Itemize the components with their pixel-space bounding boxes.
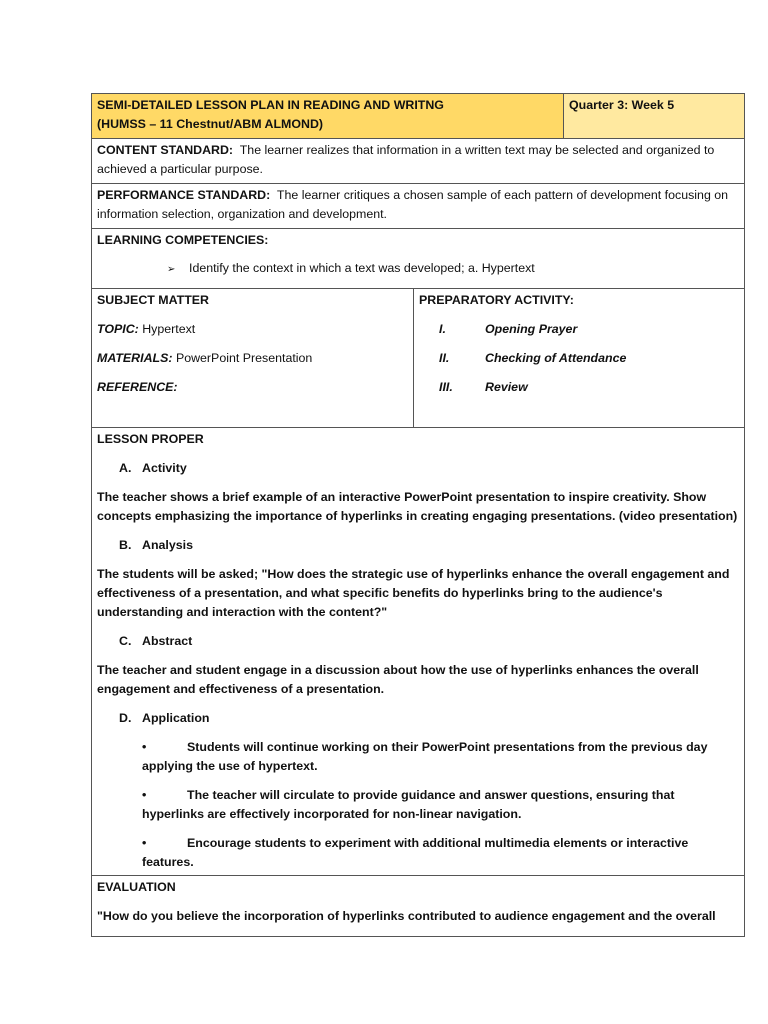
prep-item-number: III. (439, 380, 453, 394)
lesson-proper-cell (92, 428, 745, 876)
abstract-text: The teacher and student engage in a discussion about how the use of hyperlinks enhances the overall engagement and effectiveness of a presentation. (97, 663, 699, 696)
performance-standard-label: PERFORMANCE STANDARD: (97, 188, 271, 202)
bullet-icon: • (142, 740, 147, 754)
competency-item (97, 259, 739, 279)
bullet-text: Students will continue working on their PowerPoint presentations from the previous day applying the use of hypertext. (142, 740, 708, 773)
learning-competencies-row (92, 229, 745, 289)
evaluation-cell (92, 876, 745, 937)
header-row (92, 94, 745, 139)
bullet-icon: • (142, 836, 147, 850)
quarter-cell (564, 94, 745, 139)
section-heading-analysis (97, 536, 739, 555)
lesson-plan-table (91, 93, 745, 937)
materials-label: MATERIALS: (97, 351, 173, 365)
prep-item (419, 320, 739, 339)
performance-standard-row (92, 184, 745, 229)
section-letter: A. (119, 461, 132, 475)
evaluation-row (92, 876, 745, 937)
section-letter: B. (119, 538, 132, 552)
section-heading-application (97, 709, 739, 728)
bullet-icon: • (142, 788, 147, 802)
subject-matter-label: SUBJECT MATTER (97, 293, 209, 307)
arrow-bullet-icon: ➢ (167, 264, 176, 275)
application-bullet (97, 786, 739, 824)
activity-text: The teacher shows a brief example of an interactive PowerPoint presentation to inspire creativity. Show concepts emphasizing the importance of hyperlinks in creating engaging presentations. (video presentation) (97, 490, 738, 523)
learning-competencies-cell (92, 229, 745, 289)
reference-line (97, 378, 408, 397)
prep-item-text: Checking of Attendance (485, 351, 627, 365)
learning-competencies-label: LEARNING COMPETENCIES: (97, 233, 269, 247)
subject-matter-cell (92, 289, 414, 428)
plan-title: SEMI-DETAILED LESSON PLAN IN READING AND WRITNG (97, 98, 444, 112)
prep-item-text: Opening Prayer (485, 322, 578, 336)
plan-title-cell (92, 94, 564, 139)
prep-item (419, 378, 739, 397)
prep-item (419, 349, 739, 368)
performance-standard-cell (92, 184, 745, 229)
topic-line (97, 320, 408, 339)
reference-label: REFERENCE: (97, 380, 178, 394)
section-title: Abstract (142, 634, 193, 648)
plan-class: (HUMSS – 11 Chestnut/ABM ALMOND) (97, 117, 324, 131)
section-heading-activity (97, 459, 739, 478)
competency-text: Identify the context in which a text was developed; a. Hypertext (189, 261, 535, 275)
section-letter: C. (119, 634, 132, 648)
topic-value: Hypertext (142, 322, 196, 336)
performance-standard-text: The learner critiques a chosen sample of each pattern of development focusing on information selection, organization and development. (97, 188, 729, 221)
section-title: Activity (142, 461, 187, 475)
section-title: Analysis (142, 538, 193, 552)
content-standard-label: CONTENT STANDARD: (97, 143, 234, 157)
materials-value: PowerPoint Presentation (175, 351, 313, 365)
subject-prep-row (92, 289, 745, 428)
content-standard-row (92, 139, 745, 184)
evaluation-label: EVALUATION (97, 880, 176, 894)
preparatory-activity-cell (414, 289, 745, 428)
topic-label: TOPIC: (97, 322, 139, 336)
preparatory-activity-label: PREPARATORY ACTIVITY: (419, 293, 574, 307)
lesson-proper-row (92, 428, 745, 876)
lesson-proper-label: LESSON PROPER (97, 432, 204, 446)
application-bullet (97, 738, 739, 776)
prep-item-number: I. (439, 322, 446, 336)
prep-item-text: Review (485, 380, 528, 394)
analysis-text: The students will be asked; "How does the strategic use of hyperlinks enhance the overall engagement and effectiveness of a presentation, and what specific benefits do hyperlinks bring to the audience's understanding and interaction with the content?" (97, 567, 730, 619)
materials-line (97, 349, 408, 368)
application-bullet (97, 834, 739, 872)
content-standard-text: The learner realizes that information in a written text may be selected and organized to achieved a particular purpose. (97, 143, 715, 176)
content-standard-cell (92, 139, 745, 184)
prep-item-number: II. (439, 351, 450, 365)
section-heading-abstract (97, 632, 739, 651)
bullet-text: Encourage students to experiment with additional multimedia elements or interactive features. (142, 836, 689, 869)
section-letter: D. (119, 711, 132, 725)
quarter-label: Quarter 3: Week 5 (569, 98, 675, 112)
section-title: Application (142, 711, 210, 725)
evaluation-text: "How do you believe the incorporation of hyperlinks contributed to audience engagement and the overall (97, 909, 716, 923)
lesson-plan-document (91, 93, 744, 937)
bullet-text: The teacher will circulate to provide guidance and answer questions, ensuring that hyperlinks are effectively incorporated for non-linear navigation. (142, 788, 675, 821)
